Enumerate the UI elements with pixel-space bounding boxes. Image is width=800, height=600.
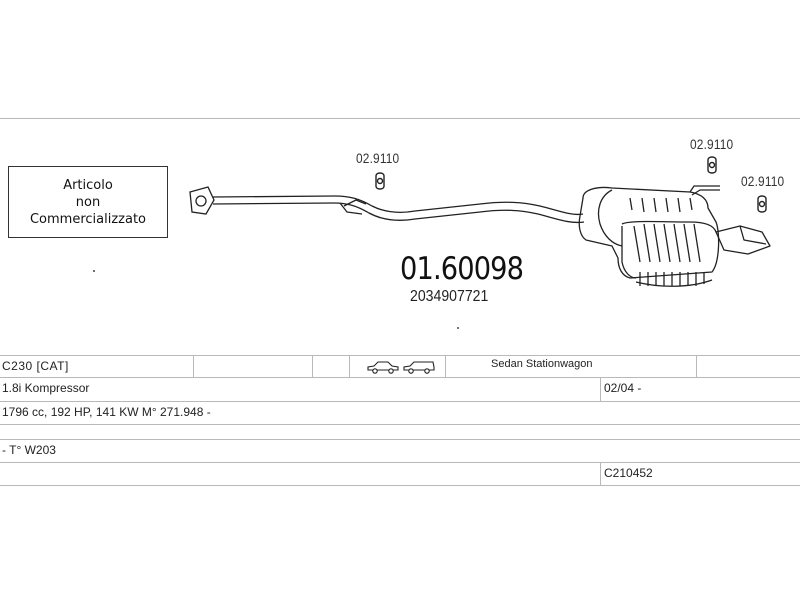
model-cell: C230 [CAT] <box>2 359 69 373</box>
exhaust-pipe <box>213 196 584 222</box>
note-line-3: Commercializzato <box>29 211 147 227</box>
note-line-1: Articolo <box>63 177 113 193</box>
body-types-cell: Sedan Stationwagon <box>491 358 593 370</box>
code-cell: C210452 <box>604 466 653 480</box>
main-part-code: 01.60098 <box>400 251 524 287</box>
dot-marker <box>93 270 95 272</box>
hanger-right-side-ref: 02.9110 <box>741 173 785 189</box>
rear-muffler <box>579 186 770 286</box>
hanger-left-ref: 02.9110 <box>356 150 400 166</box>
engine-cell: 1.8i Kompressor <box>2 381 90 395</box>
hanger-right-top-ref: 02.9110 <box>690 136 734 152</box>
rubber-hanger-right-top <box>708 157 716 173</box>
vehicle-icons <box>366 359 438 375</box>
dot-marker <box>457 327 459 329</box>
wagon-car-icon <box>402 359 436 375</box>
oem-part-code: 2034907721 <box>410 288 489 305</box>
rubber-hanger-left <box>376 173 384 189</box>
sedan-car-icon <box>366 359 400 375</box>
type-cell: - T° W203 <box>2 443 56 457</box>
specs-cell: 1796 cc, 192 HP, 141 KW M° 271.948 - <box>2 405 211 419</box>
rubber-hanger-right-side <box>758 196 766 212</box>
front-flange <box>190 187 214 214</box>
note-line-2: non <box>75 194 101 210</box>
date-cell: 02/04 - <box>604 381 642 395</box>
